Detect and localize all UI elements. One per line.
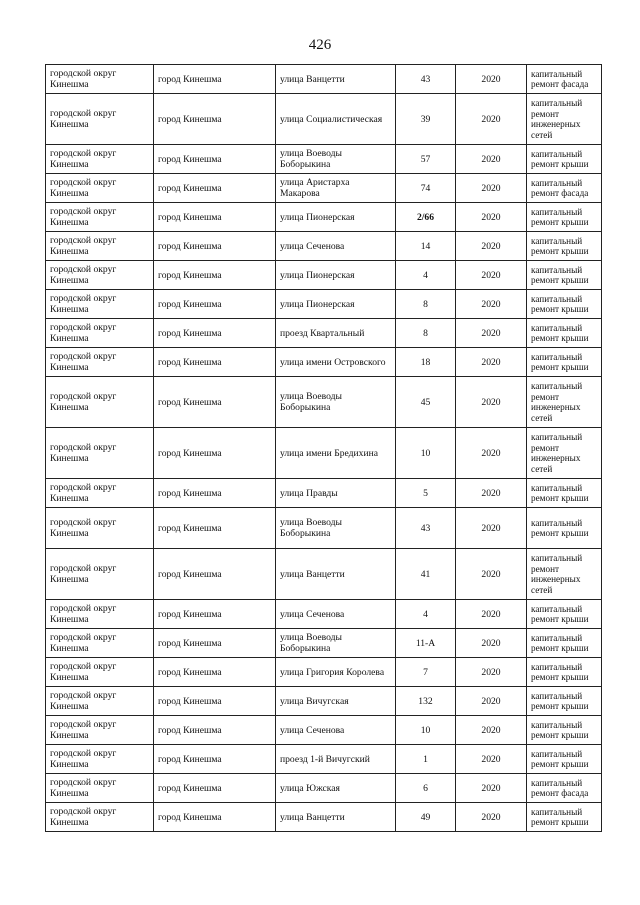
registry-table xyxy=(45,64,602,832)
cell-city: город Кинешма xyxy=(154,261,276,290)
cell-house-number: 43 xyxy=(396,508,456,549)
cell-city: город Кинешма xyxy=(154,174,276,203)
table-row xyxy=(46,745,602,774)
cell-house-number: 2/66 xyxy=(396,203,456,232)
cell-district: городской округ Кинешма xyxy=(46,629,154,658)
cell-year: 2020 xyxy=(456,348,527,377)
cell-year: 2020 xyxy=(456,600,527,629)
cell-work-type: капитальный ремонт крыши xyxy=(527,716,602,745)
cell-district: городской округ Кинешма xyxy=(46,65,154,94)
cell-house-number: 57 xyxy=(396,145,456,174)
cell-house-number: 1 xyxy=(396,745,456,774)
cell-work-type: капитальный ремонт крыши xyxy=(527,348,602,377)
cell-street: улица Ванцетти xyxy=(276,65,396,94)
table-row xyxy=(46,348,602,377)
cell-city: город Кинешма xyxy=(154,716,276,745)
cell-work-type: капитальный ремонт фасада xyxy=(527,774,602,803)
cell-work-type: капитальный ремонт инженерных сетей xyxy=(527,549,602,600)
cell-house-number: 43 xyxy=(396,65,456,94)
table-row xyxy=(46,658,602,687)
table-row xyxy=(46,549,602,600)
cell-work-type: капитальный ремонт крыши xyxy=(527,600,602,629)
cell-street: улица Сеченова xyxy=(276,232,396,261)
cell-district: городской округ Кинешма xyxy=(46,319,154,348)
table-row xyxy=(46,290,602,319)
cell-street: улица Социалистическая xyxy=(276,94,396,145)
table-row xyxy=(46,803,602,832)
cell-district: городской округ Кинешма xyxy=(46,174,154,203)
cell-work-type: капитальный ремонт крыши xyxy=(527,261,602,290)
table-row xyxy=(46,261,602,290)
cell-city: город Кинешма xyxy=(154,658,276,687)
cell-city: город Кинешма xyxy=(154,687,276,716)
cell-house-number: 5 xyxy=(396,479,456,508)
cell-house-number: 41 xyxy=(396,549,456,600)
cell-district: городской округ Кинешма xyxy=(46,479,154,508)
cell-district: городской округ Кинешма xyxy=(46,774,154,803)
cell-year: 2020 xyxy=(456,65,527,94)
cell-city: город Кинешма xyxy=(154,479,276,508)
cell-street: улица Пионерская xyxy=(276,261,396,290)
cell-house-number: 4 xyxy=(396,600,456,629)
cell-house-number: 7 xyxy=(396,658,456,687)
cell-work-type: капитальный ремонт крыши xyxy=(527,508,602,549)
cell-city: город Кинешма xyxy=(154,348,276,377)
table-row xyxy=(46,174,602,203)
cell-city: город Кинешма xyxy=(154,774,276,803)
cell-house-number: 18 xyxy=(396,348,456,377)
cell-house-number: 132 xyxy=(396,687,456,716)
cell-work-type: капитальный ремонт фасада xyxy=(527,174,602,203)
cell-street: улица Аристарха Макарова xyxy=(276,174,396,203)
cell-work-type: капитальный ремонт крыши xyxy=(527,687,602,716)
cell-work-type: капитальный ремонт инженерных сетей xyxy=(527,428,602,479)
cell-city: город Кинешма xyxy=(154,508,276,549)
cell-city: город Кинешма xyxy=(154,232,276,261)
cell-year: 2020 xyxy=(456,716,527,745)
table-row xyxy=(46,428,602,479)
cell-street: улица Южская xyxy=(276,774,396,803)
cell-district: городской округ Кинешма xyxy=(46,261,154,290)
table-row xyxy=(46,145,602,174)
table-row xyxy=(46,687,602,716)
cell-work-type: капитальный ремонт крыши xyxy=(527,145,602,174)
cell-work-type: капитальный ремонт крыши xyxy=(527,232,602,261)
cell-year: 2020 xyxy=(456,261,527,290)
cell-year: 2020 xyxy=(456,803,527,832)
cell-city: город Кинешма xyxy=(154,203,276,232)
table-row xyxy=(46,508,602,549)
table-row xyxy=(46,94,602,145)
cell-street: улица Сеченова xyxy=(276,716,396,745)
cell-house-number: 14 xyxy=(396,232,456,261)
cell-street: улица имени Островского xyxy=(276,348,396,377)
cell-street: проезд Квартальный xyxy=(276,319,396,348)
cell-district: городской округ Кинешма xyxy=(46,803,154,832)
cell-street: улица Ванцетти xyxy=(276,803,396,832)
table-row xyxy=(46,600,602,629)
table-row xyxy=(46,377,602,428)
cell-work-type: капитальный ремонт инженерных сетей xyxy=(527,94,602,145)
cell-city: город Кинешма xyxy=(154,549,276,600)
cell-year: 2020 xyxy=(456,290,527,319)
cell-street: улица Воеводы Боборыкина xyxy=(276,629,396,658)
cell-district: городской округ Кинешма xyxy=(46,377,154,428)
cell-year: 2020 xyxy=(456,508,527,549)
cell-work-type: капитальный ремонт крыши xyxy=(527,319,602,348)
cell-district: городской округ Кинешма xyxy=(46,687,154,716)
cell-house-number: 4 xyxy=(396,261,456,290)
cell-work-type: капитальный ремонт крыши xyxy=(527,290,602,319)
cell-city: город Кинешма xyxy=(154,629,276,658)
cell-district: городской округ Кинешма xyxy=(46,94,154,145)
cell-city: город Кинешма xyxy=(154,145,276,174)
cell-district: городской округ Кинешма xyxy=(46,203,154,232)
cell-district: городской округ Кинешма xyxy=(46,658,154,687)
cell-work-type: капитальный ремонт крыши xyxy=(527,803,602,832)
cell-street: улица Воеводы Боборыкина xyxy=(276,508,396,549)
table-row xyxy=(46,629,602,658)
cell-year: 2020 xyxy=(456,145,527,174)
table-row xyxy=(46,479,602,508)
table-row xyxy=(46,65,602,94)
cell-year: 2020 xyxy=(456,428,527,479)
cell-year: 2020 xyxy=(456,319,527,348)
cell-district: городской округ Кинешма xyxy=(46,600,154,629)
cell-house-number: 74 xyxy=(396,174,456,203)
cell-work-type: капитальный ремонт крыши xyxy=(527,479,602,508)
cell-year: 2020 xyxy=(456,658,527,687)
cell-year: 2020 xyxy=(456,203,527,232)
cell-year: 2020 xyxy=(456,232,527,261)
cell-street: улица Григория Королева xyxy=(276,658,396,687)
cell-work-type: капитальный ремонт крыши xyxy=(527,658,602,687)
registry-table-body xyxy=(46,65,602,832)
cell-street: улица Правды xyxy=(276,479,396,508)
cell-house-number: 49 xyxy=(396,803,456,832)
cell-street: улица Воеводы Боборыкина xyxy=(276,145,396,174)
cell-year: 2020 xyxy=(456,629,527,658)
cell-year: 2020 xyxy=(456,745,527,774)
cell-work-type: капитальный ремонт фасада xyxy=(527,65,602,94)
cell-street: улица Пионерская xyxy=(276,203,396,232)
cell-district: городской округ Кинешма xyxy=(46,348,154,377)
cell-year: 2020 xyxy=(456,774,527,803)
cell-district: городской округ Кинешма xyxy=(46,428,154,479)
cell-year: 2020 xyxy=(456,94,527,145)
cell-street: проезд 1-й Вичугский xyxy=(276,745,396,774)
cell-work-type: капитальный ремонт крыши xyxy=(527,745,602,774)
cell-street: улица имени Бредихина xyxy=(276,428,396,479)
table-row xyxy=(46,203,602,232)
table-row xyxy=(46,319,602,348)
cell-district: городской округ Кинешма xyxy=(46,508,154,549)
cell-house-number: 10 xyxy=(396,716,456,745)
cell-year: 2020 xyxy=(456,174,527,203)
cell-street: улица Воеводы Боборыкина xyxy=(276,377,396,428)
cell-work-type: капитальный ремонт крыши xyxy=(527,203,602,232)
cell-city: город Кинешма xyxy=(154,290,276,319)
cell-street: улица Пионерская xyxy=(276,290,396,319)
page-number: 426 xyxy=(308,37,332,53)
cell-district: городской округ Кинешма xyxy=(46,549,154,600)
cell-house-number: 39 xyxy=(396,94,456,145)
cell-street: улица Сеченова xyxy=(276,600,396,629)
cell-work-type: капитальный ремонт инженерных сетей xyxy=(527,377,602,428)
cell-district: городской округ Кинешма xyxy=(46,232,154,261)
cell-city: город Кинешма xyxy=(154,745,276,774)
cell-year: 2020 xyxy=(456,549,527,600)
cell-house-number: 10 xyxy=(396,428,456,479)
cell-house-number: 45 xyxy=(396,377,456,428)
cell-city: город Кинешма xyxy=(154,319,276,348)
cell-house-number: 6 xyxy=(396,774,456,803)
cell-city: город Кинешма xyxy=(154,803,276,832)
cell-city: город Кинешма xyxy=(154,65,276,94)
cell-house-number: 8 xyxy=(396,319,456,348)
cell-house-number: 8 xyxy=(396,290,456,319)
cell-city: город Кинешма xyxy=(154,377,276,428)
cell-year: 2020 xyxy=(456,377,527,428)
cell-city: город Кинешма xyxy=(154,428,276,479)
cell-street: улица Вичугская xyxy=(276,687,396,716)
cell-city: город Кинешма xyxy=(154,600,276,629)
cell-district: городской округ Кинешма xyxy=(46,290,154,319)
cell-year: 2020 xyxy=(456,479,527,508)
cell-district: городской округ Кинешма xyxy=(46,145,154,174)
cell-work-type: капитальный ремонт крыши xyxy=(527,629,602,658)
cell-house-number: 11-А xyxy=(396,629,456,658)
cell-year: 2020 xyxy=(456,687,527,716)
table-row xyxy=(46,716,602,745)
cell-street: улица Ванцетти xyxy=(276,549,396,600)
cell-district: городской округ Кинешма xyxy=(46,745,154,774)
cell-district: городской округ Кинешма xyxy=(46,716,154,745)
table-row xyxy=(46,232,602,261)
cell-city: город Кинешма xyxy=(154,94,276,145)
table-row xyxy=(46,774,602,803)
